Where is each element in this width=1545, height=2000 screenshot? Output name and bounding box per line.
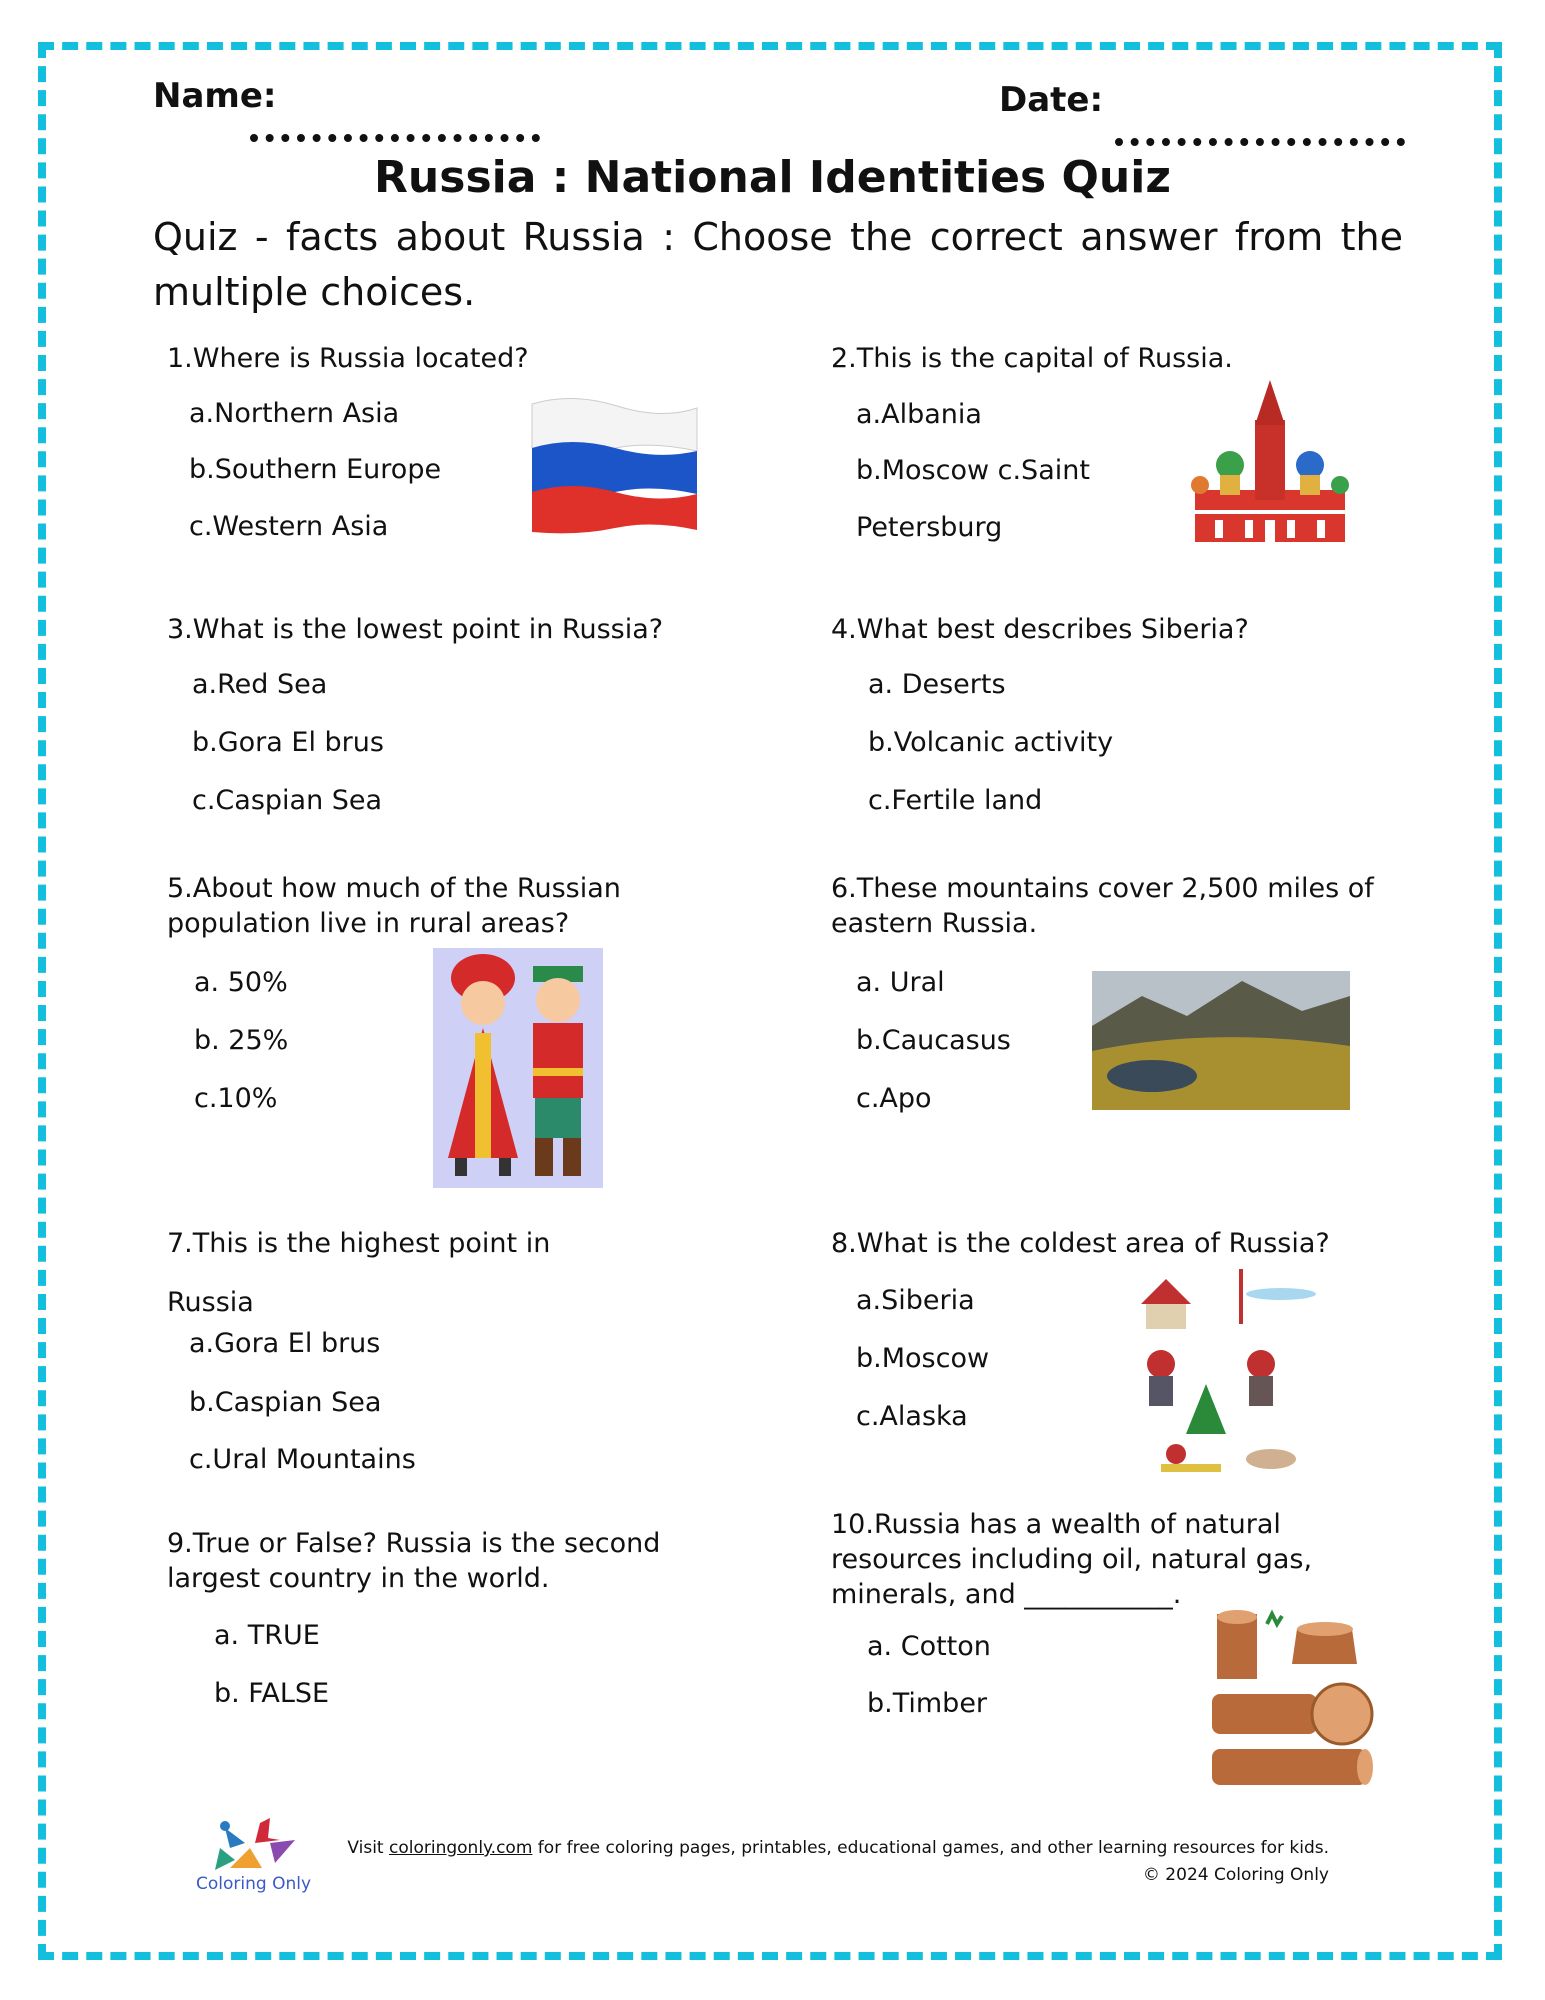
answer-4b[interactable]: b.Volcanic activity (868, 727, 1114, 758)
winter-scene-image (1131, 1264, 1322, 1484)
answer-8c[interactable]: c.Alaska (856, 1401, 968, 1432)
answer-3c[interactable]: c.Caspian Sea (192, 785, 383, 816)
answer-5b[interactable]: b. 25% (194, 1025, 289, 1056)
answer-8b[interactable]: b.Moscow (856, 1343, 990, 1374)
answer-6a[interactable]: a. Ural (856, 967, 945, 998)
answer-7b[interactable]: b.Caspian Sea (189, 1387, 382, 1418)
answer-1a[interactable]: a.Northern Asia (189, 398, 400, 429)
answer-7c[interactable]: c.Ural Mountains (189, 1444, 416, 1475)
answer-3b[interactable]: b.Gora El brus (192, 727, 384, 758)
answer-7a[interactable]: a.Gora El brus (189, 1328, 381, 1359)
page-title: Russia : National Identities Quiz (374, 152, 1171, 203)
question-2: 2.This is the capital of Russia. (831, 343, 1233, 374)
answer-9b[interactable]: b. FALSE (214, 1678, 330, 1709)
question-9: 9.True or False? Russia is the second largest country in the world. (167, 1528, 661, 1594)
answer-10a[interactable]: a. Cotton (867, 1631, 991, 1662)
date-line[interactable] (1115, 130, 1405, 146)
question-7-cont: Russia (167, 1287, 254, 1318)
logo-text: Coloring Only (196, 1874, 312, 1894)
answer-6c[interactable]: c.Apo (856, 1083, 932, 1114)
answer-2a[interactable]: a.Albania (856, 399, 982, 430)
question-4: 4.What best describes Siberia? (831, 614, 1249, 645)
answer-5c[interactable]: c.10% (194, 1083, 278, 1114)
coloringonly-link[interactable]: coloringonly.com (389, 1838, 533, 1858)
question-1: 1.Where is Russia located? (167, 343, 529, 374)
timber-logs-image (1207, 1609, 1379, 1794)
answer-2b[interactable]: b.Moscow c.Saint (856, 455, 1090, 486)
answer-3a[interactable]: a.Red Sea (192, 669, 328, 700)
name-line[interactable] (250, 126, 540, 142)
mountains-image (1092, 971, 1350, 1110)
answer-4a[interactable]: a. Deserts (868, 669, 1006, 700)
answer-1b[interactable]: b.Southern Europe (189, 454, 442, 485)
instructions: Quiz - facts about Russia : Choose the correct answer from the multiple choices. (153, 215, 1403, 314)
answer-5a[interactable]: a. 50% (194, 967, 288, 998)
question-6: 6.These mountains cover 2,500 miles of eastern Russia. (831, 873, 1374, 939)
question-10: 10.Russia has a wealth of natural resources including oil, natural gas, minerals, and ___________. (831, 1509, 1313, 1610)
footer-visit: Visit (347, 1838, 389, 1858)
answer-9a[interactable]: a. TRUE (214, 1620, 320, 1651)
answer-6b[interactable]: b.Caucasus (856, 1025, 1011, 1056)
answer-2c[interactable]: Petersburg (856, 512, 1003, 543)
coloring-only-logo (200, 1818, 300, 1873)
question-3: 3.What is the lowest point in Russia? (167, 614, 664, 645)
question-5: 5.About how much of the Russian population live in rural areas? (167, 873, 621, 939)
russian-flag-image (527, 396, 700, 534)
question-7: 7.This is the highest point in (167, 1228, 551, 1259)
question-8: 8.What is the coldest area of Russia? (831, 1228, 1330, 1259)
russian-costume-image (433, 948, 603, 1188)
footer-rest: for free coloring pages, printables, educational games, and other learning resources for kids. (532, 1838, 1329, 1858)
answer-10b[interactable]: b.Timber (867, 1688, 988, 1719)
cathedral-image (1185, 380, 1356, 545)
answer-8a[interactable]: a.Siberia (856, 1285, 975, 1316)
name-label: Name: (153, 76, 277, 116)
footer-copyright: © 2024 Coloring Only (1142, 1865, 1329, 1885)
answer-1c[interactable]: c.Western Asia (189, 511, 389, 542)
footer-visit-text (347, 1838, 1329, 1858)
date-label: Date: (999, 80, 1104, 120)
answer-4c[interactable]: c.Fertile land (868, 785, 1043, 816)
